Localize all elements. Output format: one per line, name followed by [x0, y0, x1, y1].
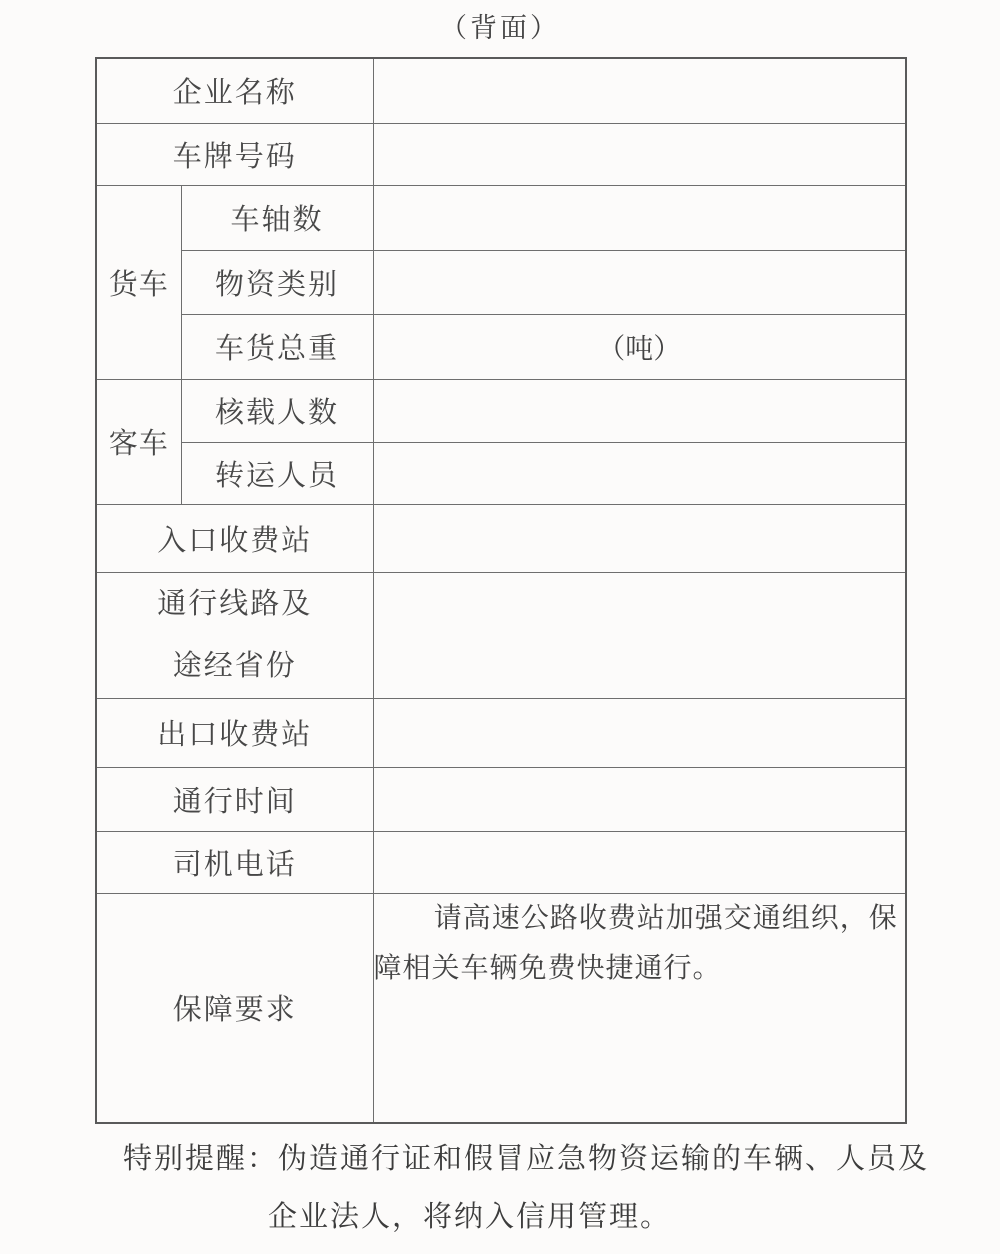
- row-transfer-personnel: [96, 442, 906, 504]
- company-name-value-cell: [373, 58, 906, 123]
- route-label-line2: 途经省份: [172, 650, 297, 682]
- row-entry-toll-station: [96, 504, 906, 572]
- truck-group-label: 货车: [96, 185, 181, 379]
- goods-category-label: 物资类别: [181, 250, 373, 314]
- axle-count-label: 车轴数: [181, 185, 373, 250]
- exit-toll-station-label: 出口收费站: [96, 698, 373, 767]
- plate-number-label: 车牌号码: [96, 123, 373, 185]
- row-driver-phone: [96, 831, 906, 893]
- row-support-requirements: [96, 893, 906, 1123]
- special-reminder-prefix: 特别提醒：: [123, 1143, 279, 1175]
- driver-phone-value-cell: [373, 831, 906, 893]
- page-title: （背面）: [440, 13, 560, 43]
- gross-weight-value-cell: （吨）: [373, 314, 906, 379]
- driver-phone-label: 司机电话: [96, 831, 373, 893]
- row-axle-count: [96, 185, 906, 250]
- entry-toll-station-value-cell: [373, 504, 906, 572]
- approved-passengers-value-cell: [373, 379, 906, 442]
- exit-toll-station-value-cell: [373, 698, 906, 767]
- row-route-and-provinces: [96, 572, 906, 698]
- special-reminder-line1: [0, 1130, 1000, 1188]
- special-reminder-line2: 企业法人，将纳入信用管理。: [268, 1201, 672, 1233]
- row-company-name: [96, 58, 906, 123]
- travel-time-value-cell: [373, 767, 906, 831]
- row-gross-weight: [96, 314, 906, 379]
- row-approved-passengers: [96, 379, 906, 442]
- support-requirements-label: 保障要求: [96, 893, 373, 1123]
- row-goods-category: [96, 250, 906, 314]
- emergency-pass-form-table: [95, 57, 907, 1124]
- transfer-personnel-label: 转运人员: [181, 442, 373, 504]
- transfer-personnel-value-cell: [373, 442, 906, 504]
- gross-weight-label: 车货总重: [181, 314, 373, 379]
- approved-passengers-label: 核载人数: [181, 379, 373, 442]
- plate-number-value-cell: [373, 123, 906, 185]
- route-label-line1: 通行线路及: [157, 588, 313, 620]
- special-reminder-text: 伪造通行证和假冒应急物资运输的车辆、人员及: [278, 1143, 930, 1175]
- route-and-provinces-label: [96, 572, 373, 698]
- row-travel-time: [96, 767, 906, 831]
- row-exit-toll-station: [96, 698, 906, 767]
- route-and-provinces-value-cell: [373, 572, 906, 698]
- company-name-label: 企业名称: [96, 58, 373, 123]
- special-reminder-note: [0, 1130, 1000, 1246]
- entry-toll-station-label: 入口收费站: [96, 504, 373, 572]
- travel-time-label: 通行时间: [96, 767, 373, 831]
- goods-category-value-cell: [373, 250, 906, 314]
- axle-count-value-cell: [373, 185, 906, 250]
- row-plate-number: [96, 123, 906, 185]
- support-requirements-value-cell: 请高速公路收费站加强交通组织，保障相关车辆免费快捷通行。: [373, 893, 906, 1123]
- bus-group-label: 客车: [96, 379, 181, 504]
